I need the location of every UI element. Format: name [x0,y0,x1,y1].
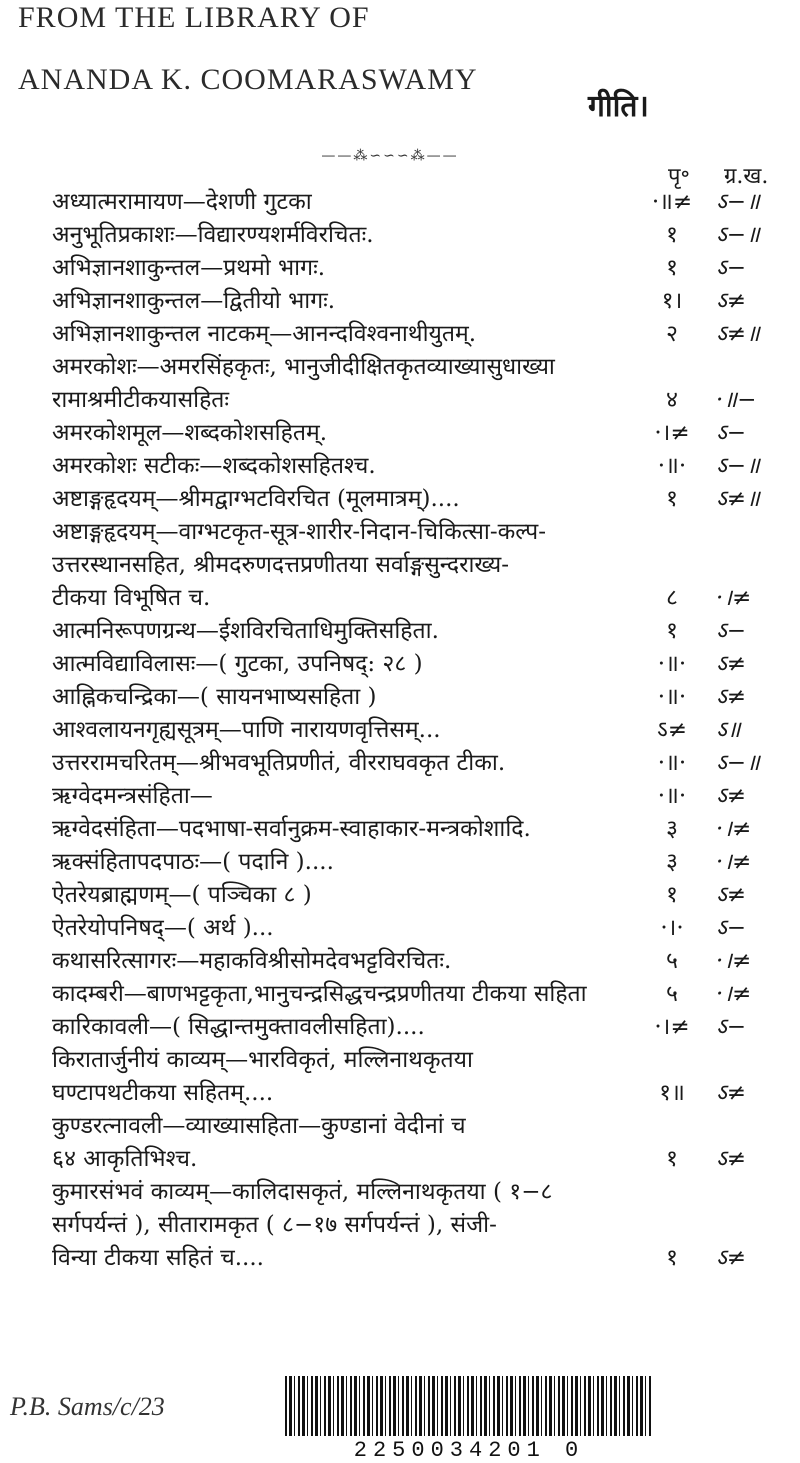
entry-page: २ [666,321,678,347]
catalog-entry [52,186,788,219]
entry-size: ·।≠ [716,816,752,842]
entry-page: ·॥· [657,651,687,677]
entry-size: ऽ≠॥ [716,321,760,347]
catalog-entry [52,483,788,516]
catalog-entry [52,285,788,318]
entry-title-line: अष्टाङ्गहृदयम्—वाग्भटकृत-सूत्र-शारीर-निदान-चिकित्सा-कल्प- [52,519,546,545]
entry-size: ऽ− [716,255,747,281]
catalog-entry [52,318,788,351]
page-title: गीति। [588,89,649,124]
entry-size: ऽ− [716,420,747,446]
entry-page: ·॥· [657,684,687,710]
entry-size: ऽ−॥ [716,453,760,479]
catalog-entry-list [52,186,788,1275]
entry-title-line: ऋग्वेदमन्त्रसंहिता— [52,783,213,809]
barcode [285,1376,653,1462]
entry-size: ·।≠ [716,948,752,974]
catalog-entry [52,615,788,648]
entry-page: ·॥· [657,750,687,776]
entry-page: १ [666,618,678,644]
entry-size: ऽ− [716,915,747,941]
entry-size: ऽ≠ [716,1080,747,1106]
entry-page: ·॥· [657,783,687,809]
entry-page: ·।≠ [654,420,690,446]
entry-title-line: ६४ आकृतिभिश्च. [52,1146,198,1172]
entry-title-line: कादम्बरी—बाणभट्टकृता,भानुचन्द्रसिद्धचन्द्रप्रणीतया टीकया सहिता [52,981,587,1007]
entry-page: ·॥≠ [651,189,693,215]
entry-title-line: अनुभूतिप्रकाशः—विद्यारण्यशर्मविरचितः. [52,222,374,248]
catalog-entry [52,978,788,1011]
entry-title-line: सर्गपर्यन्तं ), सीतारामकृत ( ८−१७ सर्गपर्यन्तं ), संजी- [52,1212,497,1238]
catalog-entry [52,879,788,912]
stamp-line-1: FROM THE LIBRARY OF [18,1,370,34]
entry-size: ऽ−॥ [716,750,760,776]
entry-title-line: रामाश्रमीटीकयासहितः [52,387,230,413]
entry-page: ८ [666,585,678,611]
entry-size: ·।≠ [716,981,752,1007]
catalog-entry [52,1176,788,1275]
entry-page: १ [666,222,678,248]
entry-title-line: कुण्डरत्नावली—व्याख्यासहिता—कुण्डानां वेदीनां च [52,1113,466,1139]
entry-title-line: कारिकावली—( सिद्धान्तमुक्तावलीसहिता).... [52,1014,425,1040]
entry-page: ५ [666,981,678,1007]
entry-title-line: अभिज्ञानशाकुन्तल—द्वितीयो भागः. [52,288,336,314]
entry-page: ३ [666,816,678,842]
catalog-entry [52,846,788,879]
entry-page: १ [666,882,678,908]
entry-page: १ [666,255,678,281]
entry-page: ·।· [660,915,684,941]
entry-title-line: अभिज्ञानशाकुन्तल—प्रथमो भागः. [52,255,326,281]
barcode-number: 2250034201 0 [353,1438,585,1463]
entry-size: ऽ≠ [716,882,747,908]
entry-page: १ [666,1146,678,1172]
entry-size: ऽ−॥ [716,189,760,215]
catalog-entry [52,252,788,285]
catalog-entry [52,1110,788,1176]
catalog-entry [52,219,788,252]
barcode-bars [285,1376,653,1436]
catalog-entry [52,912,788,945]
entry-size: ऽ≠ [716,1146,747,1172]
entry-size: ऽ≠ [716,288,747,314]
entry-size: ऽ−॥ [716,222,760,248]
catalog-entry [52,1011,788,1044]
entry-size: ऽ≠ [716,1245,747,1271]
column-header-page: पृ॰ [668,164,690,189]
entry-title-line: अध्यात्मरामायण—देशणी गुटका [52,189,312,215]
entry-size: ·॥− [716,387,757,413]
entry-size: ऽ− [716,618,747,644]
entry-size: ऽ≠ [716,783,747,809]
entry-title-line: अभिज्ञानशाकुन्तल नाटकम्—आनन्दविश्वनाथीयुतम्. [52,321,477,347]
entry-page: ५ [666,948,678,974]
entry-title-line: कुमारसंभवं काव्यम्—कालिदासकृतं, मल्लिनाथकृतया ( १−८ [52,1179,553,1205]
catalog-entry [52,714,788,747]
entry-title-line: आत्मनिरूपणग्रन्थ—ईशविरचिताधिमुक्तिसहिता. [52,618,439,644]
entry-page: १॥ [659,1080,685,1106]
entry-size: ऽ≠॥ [716,486,760,512]
entry-title-line: अमरकोशमूल—शब्दकोशसहितम्. [52,420,328,446]
stamp-line-2: ANANDA K. COOMARASWAMY [18,63,478,96]
catalog-entry [52,648,788,681]
catalog-entry [52,681,788,714]
entry-page: ४ [666,387,678,413]
entry-page: १ [666,1245,678,1271]
entry-size: ऽ≠ [716,651,747,677]
entry-size: ऽ≠ [716,684,747,710]
entry-title-line: विन्या टीकया सहितं च.... [52,1245,264,1271]
shelfmark: P.B. Sams/c/23 [10,1392,165,1421]
entry-title-line: घण्टापथटीकया सहितम्.... [52,1080,274,1106]
entry-size: ·।≠ [716,585,752,611]
entry-page: ·॥· [657,453,687,479]
entry-title-line: ऋग्वेदसंहिता—पदभाषा-सर्वानुक्रम-स्वाहाकार-मन्त्रकोशादि. [52,816,531,842]
entry-size: ऽ॥ [716,717,741,743]
library-stamp [18,0,478,98]
entry-page: १। [661,288,683,314]
entry-title-line: आश्वलायनगृह्यसूत्रम्—पाणि नारायणवृत्तिसम्... [52,717,441,743]
entry-title-line: अमरकोशः—अमरसिंहकृतः, भानुजीदीक्षितकृतव्याख्यासुधाख्या [52,354,555,380]
entry-title-line: आत्मविद्याविलासः—( गुटका, उपनिषद्: २८ ) [52,651,423,677]
entry-page: ऽ≠ [656,717,687,743]
entry-title-line: ऐतरेयब्राह्मणम्—( पञ्चिका ८ ) [52,882,312,908]
catalog-entry [52,945,788,978]
entry-title-line: किरातार्जुनीयं काव्यम्—भारविकृतं, मल्लिनाथकृतया [52,1047,473,1073]
catalog-entry [52,1044,788,1110]
entry-title-line: ऋक्संहितापदपाठः—( पदानि ).... [52,849,334,875]
column-header-size: ग्र.ख. [724,164,769,189]
entry-page: ·।≠ [654,1014,690,1040]
entry-size: ·।≠ [716,849,752,875]
entry-page: ३ [666,849,678,875]
catalog-entry [52,813,788,846]
entry-title-line: टीकया विभूषित च. [52,585,211,611]
entry-title-line: उत्तरस्थानसहित, श्रीमदरुणदत्तप्रणीतया सर्वाङ्गसुन्दराख्य- [52,552,509,578]
catalog-entry [52,747,788,780]
entry-title-line: उत्तररामचरितम्—श्रीभवभूतिप्रणीतं, वीरराघवकृत टीका. [52,750,506,776]
catalog-entry [52,780,788,813]
catalog-entry [52,450,788,483]
entry-page: १ [666,486,678,512]
entry-title-line: अष्टाङ्गहृदयम्—श्रीमद्वाग्भटविरचित (मूलमात्रम्).... [52,486,460,512]
decorative-divider: ——⁂∽∽∽⁂—— [321,148,459,164]
entry-size: ऽ− [716,1014,747,1040]
catalog-entry [52,516,788,615]
catalog-entry [52,351,788,417]
entry-title-line: आह्निकचन्द्रिका—( सायनभाष्यसहिता ) [52,684,377,710]
catalog-entry [52,417,788,450]
entry-title-line: कथासरित्सागरः—महाकविश्रीसोमदेवभट्टविरचितः. [52,948,452,974]
entry-title-line: अमरकोशः सटीकः—शब्दकोशसहितश्च. [52,453,376,479]
entry-title-line: ऐतरेयोपनिषद्—( अर्थ )... [52,915,274,941]
